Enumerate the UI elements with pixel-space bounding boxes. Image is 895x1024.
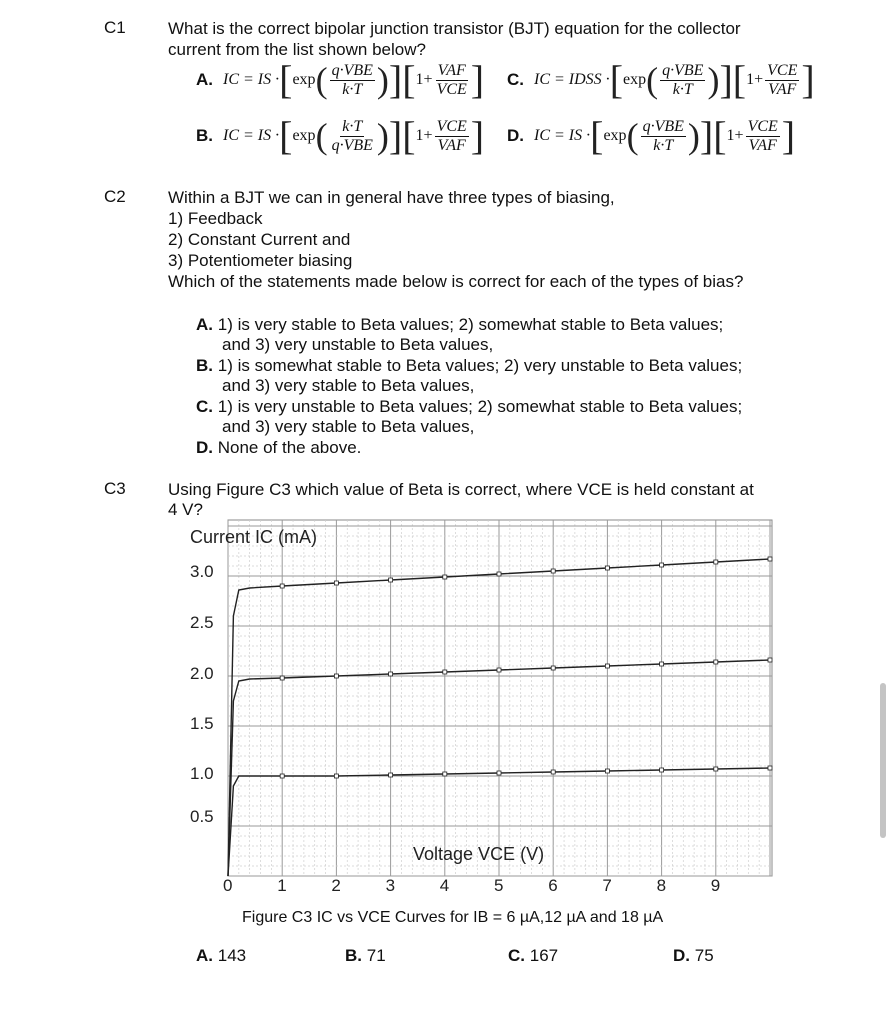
question-number-c2: C2: [104, 187, 126, 206]
data-point: [768, 658, 772, 662]
option-label: D.: [507, 126, 524, 145]
y-tick-label: 0.5: [190, 807, 214, 826]
option-label: C.: [507, 70, 524, 89]
x-tick-label: 5: [494, 876, 504, 895]
c2-line3: 2) Constant Current and: [168, 230, 351, 249]
equation-lhs: IC = IS ·: [223, 127, 280, 144]
option-label: A.: [196, 946, 213, 965]
ratio-numerator: VAF: [437, 61, 466, 79]
exp-denominator: q·VBE: [331, 136, 373, 154]
y-tick-label: 1.0: [190, 764, 214, 783]
figure-caption: Figure C3 IC vs VCE Curves for IB = 6 µA,12 µA and 18 µA: [242, 909, 664, 926]
c2-option-c-cont: and 3) very stable to Beta values,: [222, 417, 475, 436]
equation-lhs: IC = IS ·: [223, 71, 280, 88]
x-axis-title: Voltage VCE (V): [413, 844, 545, 864]
ratio-denominator: VCE: [436, 80, 467, 98]
c1-option-b[interactable]: B. IC = IS · [ exp ( $\frac{k\cdot T}{\text{q·VBE}}$ ) ] [ 1+ $\frac{\text{VCE}}{\text{VAF}}$ ]: [196, 113, 485, 158]
data-point: [551, 770, 555, 774]
question-number-c1: C1: [104, 18, 126, 37]
x-tick-label: 9: [710, 876, 721, 895]
data-point: [714, 767, 718, 771]
option-value: 167: [529, 946, 559, 965]
data-point: [497, 668, 501, 672]
option-text: None of the above.: [217, 438, 362, 457]
data-point: [605, 769, 609, 773]
data-point: [660, 563, 664, 567]
ratio-numerator: VCE: [436, 117, 467, 135]
y-tick-label: 1.5: [190, 714, 214, 733]
c2-line4: 3) Potentiometer biasing: [168, 251, 353, 270]
c2-line5: Which of the statements made below is correct for each of the types of bias?: [168, 272, 744, 291]
data-point: [443, 772, 447, 776]
vertical-scrollbar[interactable]: [880, 683, 886, 838]
y-tick-label: 3.0: [190, 562, 214, 581]
data-point: [605, 566, 609, 570]
exp-function: exp: [292, 127, 316, 144]
data-point: [443, 670, 447, 674]
option-value: 143: [217, 946, 247, 965]
data-point: [551, 569, 555, 573]
x-tick-label: 2: [331, 876, 341, 895]
x-tick-label: 4: [439, 876, 450, 895]
exp-denominator: k·T: [672, 80, 693, 98]
ratio-numerator: VCE: [747, 117, 778, 135]
option-value: 71: [366, 946, 386, 965]
one-plus: 1+: [415, 127, 433, 144]
question-number-c3: C3: [104, 479, 126, 498]
option-label: A.: [196, 70, 213, 89]
c1-question-line2: current from the list shown below?: [168, 40, 426, 59]
y-axis-title: Current IC (mA): [190, 527, 318, 547]
data-point: [660, 662, 664, 666]
c3-answer-b[interactable]: [345, 946, 386, 966]
data-point: [389, 672, 393, 676]
data-point: [389, 578, 393, 582]
one-plus: 1+: [746, 71, 764, 88]
c1-option-c[interactable]: C. IC = IDSS · [ exp ( $\frac{\text{q·VBE}}{k\cdot T}$ ) ] [ 1+ $\frac{\text{VCE}}{\text{VAF}}$ ]: [507, 57, 815, 102]
x-tick-label: 1: [277, 876, 287, 895]
one-plus: 1+: [726, 127, 744, 144]
option-label: C.: [508, 946, 525, 965]
exp-numerator: q·VBE: [662, 61, 704, 79]
exp-numerator: k·T: [342, 117, 363, 135]
c3-answer-d[interactable]: [673, 946, 714, 966]
exp-function: exp: [603, 127, 627, 144]
c3-question-line1: Using Figure C3 which value of Beta is correct, where VCE is held constant at: [168, 480, 754, 499]
exp-numerator: q·VBE: [642, 117, 684, 135]
option-label: C.: [196, 397, 213, 416]
c2-line1: Within a BJT we can in general have three types of biasing,: [168, 188, 615, 207]
data-point: [714, 560, 718, 564]
y-tick-label: 2.5: [190, 613, 214, 632]
option-text: 1) is very stable to Beta values; 2) somewhat stable to Beta values;: [217, 315, 724, 334]
equation-lhs: IC = IS ·: [534, 127, 591, 144]
equation-lhs: IC = IDSS ·: [534, 71, 610, 88]
data-point: [551, 666, 555, 670]
y-tick-label: 2.0: [190, 664, 214, 683]
data-point: [334, 774, 338, 778]
x-tick-label: 0: [223, 876, 233, 895]
c2-line2: 1) Feedback: [168, 209, 263, 228]
data-point: [334, 581, 338, 585]
data-point: [280, 774, 284, 778]
option-text: 1) is very unstable to Beta values; 2) somewhat stable to Beta values;: [217, 397, 743, 416]
option-value: 75: [694, 946, 714, 965]
data-point: [389, 773, 393, 777]
option-label: D.: [673, 946, 690, 965]
option-label: A.: [196, 315, 213, 334]
data-point: [497, 771, 501, 775]
option-label: B.: [196, 126, 213, 145]
option-label: D.: [196, 438, 213, 457]
data-point: [334, 674, 338, 678]
x-tick-label: 3: [385, 876, 396, 895]
exp-denominator: k·T: [653, 136, 674, 154]
c2-option-a-cont: and 3) very unstable to Beta values,: [222, 335, 494, 354]
one-plus: 1+: [415, 71, 433, 88]
exp-function: exp: [292, 71, 316, 88]
x-tick-label: 6: [548, 876, 558, 895]
option-label: B.: [196, 356, 213, 375]
data-point: [768, 557, 772, 561]
exp-numerator: q·VBE: [331, 61, 373, 79]
c1-option-d[interactable]: D. IC = IS · [ exp ( $\frac{\text{q·VBE}}{k\cdot T}$ ) ] [ 1+ $\frac{\text{VCE}}{\text{VAF}}$ ]: [507, 113, 796, 158]
data-point: [280, 676, 284, 680]
data-point: [714, 660, 718, 664]
data-point: [768, 766, 772, 770]
data-point: [605, 664, 609, 668]
ratio-denominator: VAF: [437, 136, 466, 154]
c1-option-a[interactable]: A. IC = IS · [ exp ( $\frac{\text{q·VBE}}{k\cdot T}$ ) ] [ 1+ $\frac{\text{VAF}}{\text{VCE}}$ ]: [196, 57, 485, 102]
option-label: B.: [345, 946, 362, 965]
data-point: [443, 575, 447, 579]
exp-denominator: k·T: [342, 80, 363, 98]
option-text: 1) is somewhat stable to Beta values; 2) very unstable to Beta values;: [217, 356, 743, 375]
c3-question-line2: 4 V?: [168, 500, 203, 519]
c3-answer-a[interactable]: [196, 946, 246, 966]
data-point: [660, 768, 664, 772]
x-tick-label: 8: [656, 876, 667, 895]
c1-question-line1: What is the correct bipolar junction transistor (BJT) equation for the collector: [168, 19, 741, 38]
data-point: [497, 572, 501, 576]
data-point: [280, 584, 284, 588]
c2-option-b-cont: and 3) very stable to Beta values,: [222, 376, 475, 395]
x-tick-label: 7: [602, 876, 612, 895]
ratio-denominator: VAF: [768, 80, 797, 98]
ratio-numerator: VCE: [767, 61, 798, 79]
c3-answer-c[interactable]: [508, 946, 558, 966]
exp-function: exp: [623, 71, 647, 88]
ratio-denominator: VAF: [748, 136, 777, 154]
